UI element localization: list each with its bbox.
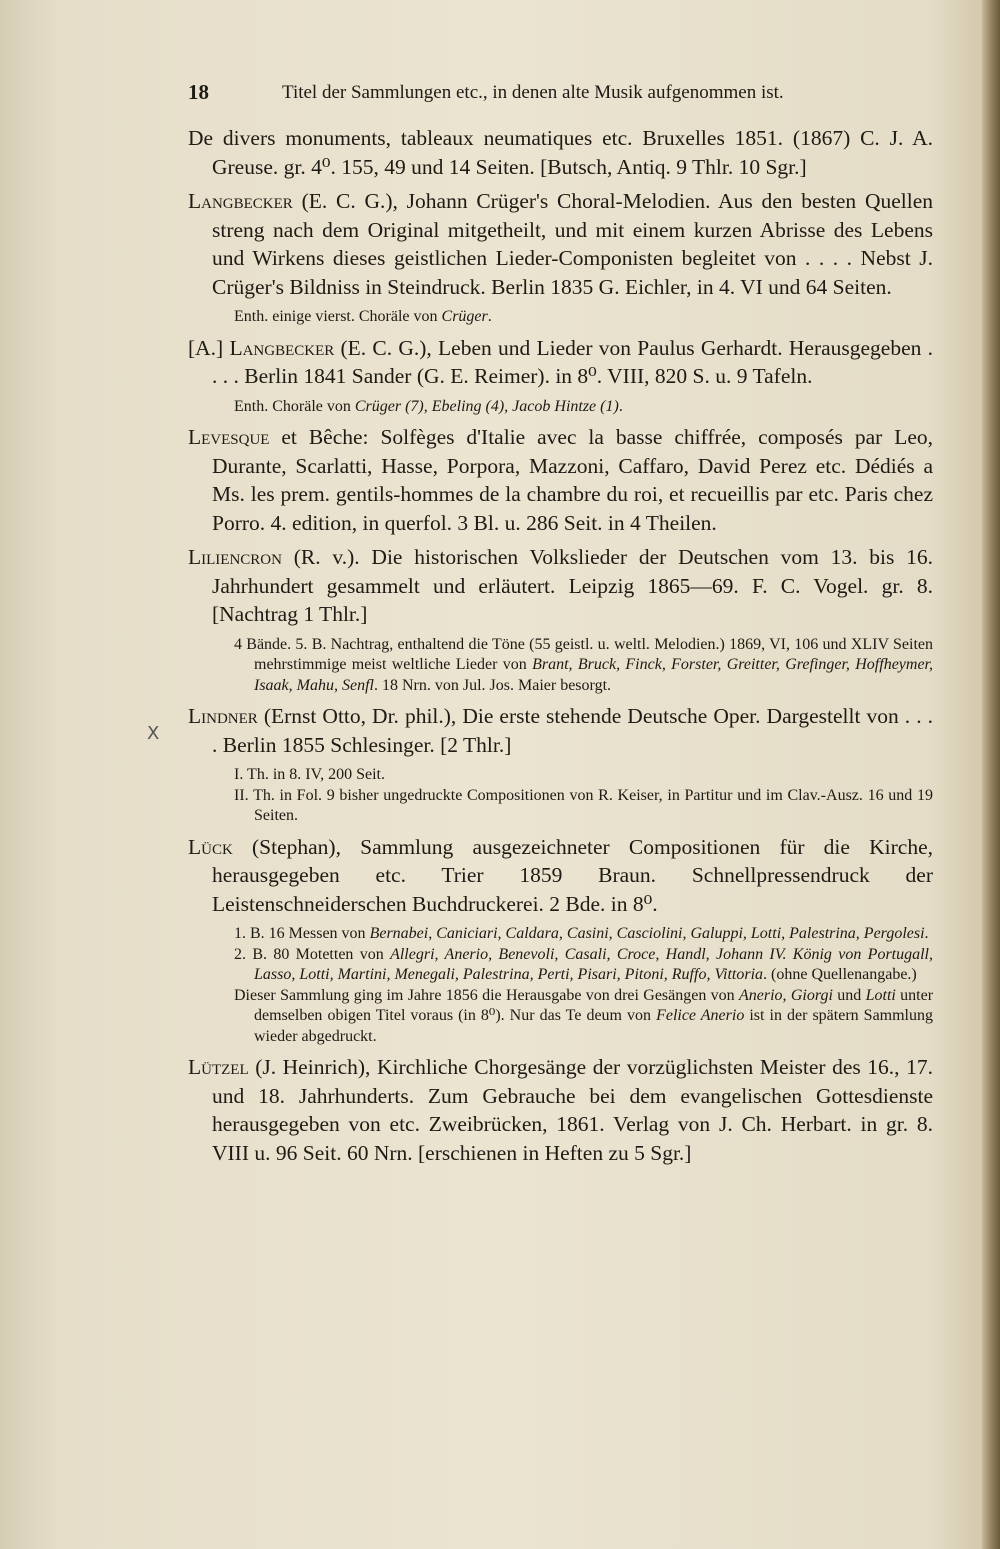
entry-note — [188, 924, 933, 1047]
note-line — [234, 986, 934, 1048]
catalog-entry — [188, 833, 933, 919]
note-names: Allegri, Anerio, Benevoli, Casali, Croce, Handl, Johann IV. König von Portugall, Lasso, Lotti, Martini, Menegali, Palestrina, Perti, Pisari, Pitoni, Ruffo, Vittoria — [254, 945, 934, 983]
note-line: II. Th. in Fol. 9 bisher ungedruckte Compositionen von R. Keiser, in Partitur und im Clav.-Ausz. 16 und 19 Seiten. — [234, 786, 933, 824]
entry-author: Lindner — [188, 704, 258, 728]
note-line: I. Th. in 8. IV, 200 Seit. — [234, 766, 385, 783]
note-text: unter demselben obigen Titel voraus (in 8⁰). Nur das Te deum von — [254, 986, 934, 1024]
entry-note — [188, 307, 933, 328]
entry-author: Lützel — [188, 1055, 249, 1079]
note-text: Dieser Sammlung ging im Jahre 1856 die Herausgabe von drei Gesängen von — [234, 986, 739, 1004]
note-text: . (ohne Quellenangabe.) — [763, 966, 917, 983]
catalog-entry — [188, 423, 933, 537]
entry-text: et Bêche: Solfèges d'Italie avec la basse chiffrée, composés par Leo, Durante, Scarlatti, Hasse, Porpora, Mazzoni, Caffaro, David Perez etc. Dédiés a Ms. les prem. gentils-hommes de la chambre du roi, et recueillis par etc. Paris chez Porro. 4. edition, in querfol. 3 Bl. u. 286 Seit. in 4 Theilen. — [212, 425, 933, 535]
note-text: ist in der spätern Sammlung wieder abgedruckt. — [254, 1007, 934, 1045]
entry-text: De divers monuments, tableaux neumatiques etc. Bruxelles 1851. (1867) C. J. A. Greuse. gr. 4⁰. 155, 49 und 14 Seiten. [Butsch, Antiq. 9 Thlr. 10 Sgr.] — [188, 126, 933, 179]
note-text: . — [487, 308, 492, 325]
note-text: . — [618, 397, 623, 415]
note-text: 4 Bände. 5. B. Nachtrag, enthaltend die Töne (55 geistl. u. weltl. Melodien.) 1869, VI, 106 und XLIV Seiten mehrstimmige meist weltliche Lieder von — [234, 635, 933, 673]
note-names: Lotti — [865, 986, 896, 1004]
entry-author: Langbecker — [229, 335, 335, 360]
entry-text: (E. C. G.), Johann Crüger's Choral-Melodien. Aus den besten Quellen streng nach dem Original mitgetheilt, und mit einem kurzen Abrisse des Lebens und Wirkens dieses geistlichen Lieder-Componisten begleitet von . . . . Nebst J. Crüger's Bildniss in Steindruck. Berlin 1835 G. Eichler, in 4. VI und 64 Seiten. — [212, 189, 933, 299]
page-edge-shadow — [982, 0, 1000, 1549]
entry-author: Langbecker — [188, 189, 293, 213]
note-line — [234, 924, 933, 945]
note-names: Brant, Bruck, Finck, Forster, Greitter, Grefinger, Hoffheymer, Isaak, Mahu, Senfl — [254, 656, 934, 694]
entry-note — [188, 397, 933, 418]
note-text: Enth. Choräle von — [234, 397, 355, 415]
entry-author: Lück — [188, 834, 233, 859]
entry-text: (J. Heinrich), Kirchliche Chorgesänge der vorzüglichsten Meister des 16., 17. und 18. Jahrhunderts. Zum Gebrauche bei dem evangelischen Gottesdienste herausgegeben von etc. Zweibrücken, 1861. Verlag von J. Ch. Herbart. in gr. 8. VIII u. 96 Seit. 60 Nrn. [erschienen in Heften zu 5 Sgr.] — [212, 1055, 933, 1165]
margin-mark: X — [147, 723, 160, 744]
entry-text: (E. C. G.), Leben und Lieder von Paulus Gerhardt. Herausgegeben . . . . Berlin 1841 Sander (G. E. Reimer). in 8⁰. VIII, 820 S. u. 9 Tafeln. — [212, 335, 933, 388]
note-line — [234, 945, 934, 986]
catalog-entry — [188, 187, 933, 301]
catalog-entry — [188, 702, 933, 759]
entry-note — [188, 765, 933, 827]
note-text: und — [832, 986, 866, 1004]
catalog-entry — [188, 1053, 933, 1167]
entry-text: (R. v.). Die historischen Volkslieder der Deutschen vom 13. bis 16. Jahrhundert gesammelt und erläutert. Leipzig 1865—69. F. C. Vogel. gr. 8. [Nachtrag 1 Thlr.] — [212, 545, 933, 626]
entry-prefix: [A.] — [188, 335, 230, 360]
running-title: Titel der Sammlungen etc., in denen alte Musik aufgenommen ist. — [282, 82, 784, 103]
note-text: 2. B. 80 Motetten von — [234, 945, 391, 963]
catalog-entry — [188, 124, 933, 181]
page-number: 18 — [188, 80, 209, 104]
note-text: . 18 Nrn. von Jul. Jos. Maier besorgt. — [373, 676, 612, 694]
note-text: . — [924, 925, 929, 942]
note-names: Crüger — [441, 308, 488, 325]
note-names: Felice Anerio — [656, 1007, 745, 1024]
note-text: Enth. einige vierst. Choräle von — [234, 308, 442, 325]
entry-author: Levesque — [188, 425, 270, 449]
entry-author: Liliencron — [188, 545, 282, 569]
catalog-entry — [188, 543, 933, 629]
entry-text: (Ernst Otto, Dr. phil.), Die erste stehende Deutsche Oper. Dargestellt von . . . . Berlin 1855 Schlesinger. [2 Thlr.] — [212, 704, 933, 757]
note-names: Anerio, Giorgi — [739, 986, 833, 1004]
running-head — [188, 80, 933, 116]
catalog-entry — [188, 334, 933, 391]
entry-text: (Stephan), Sammlung ausgezeichneter Compositionen für die Kirche, herausgegeben etc. Trier 1859 Braun. Schnellpressendruck der Leistenschneiderschen Buchdruckerei. 2 Bde. in 8⁰. — [212, 834, 933, 916]
page-content — [188, 80, 933, 1173]
entry-note — [188, 635, 933, 697]
note-names: Bernabei, Caniciari, Caldara, Casini, Casciolini, Galuppi, Lotti, Palestrina, Pergolesi — [369, 925, 925, 942]
note-names: Crüger (7), Ebeling (4), Jacob Hintze (1) — [354, 397, 619, 415]
note-text: 1. B. 16 Messen von — [234, 925, 370, 942]
